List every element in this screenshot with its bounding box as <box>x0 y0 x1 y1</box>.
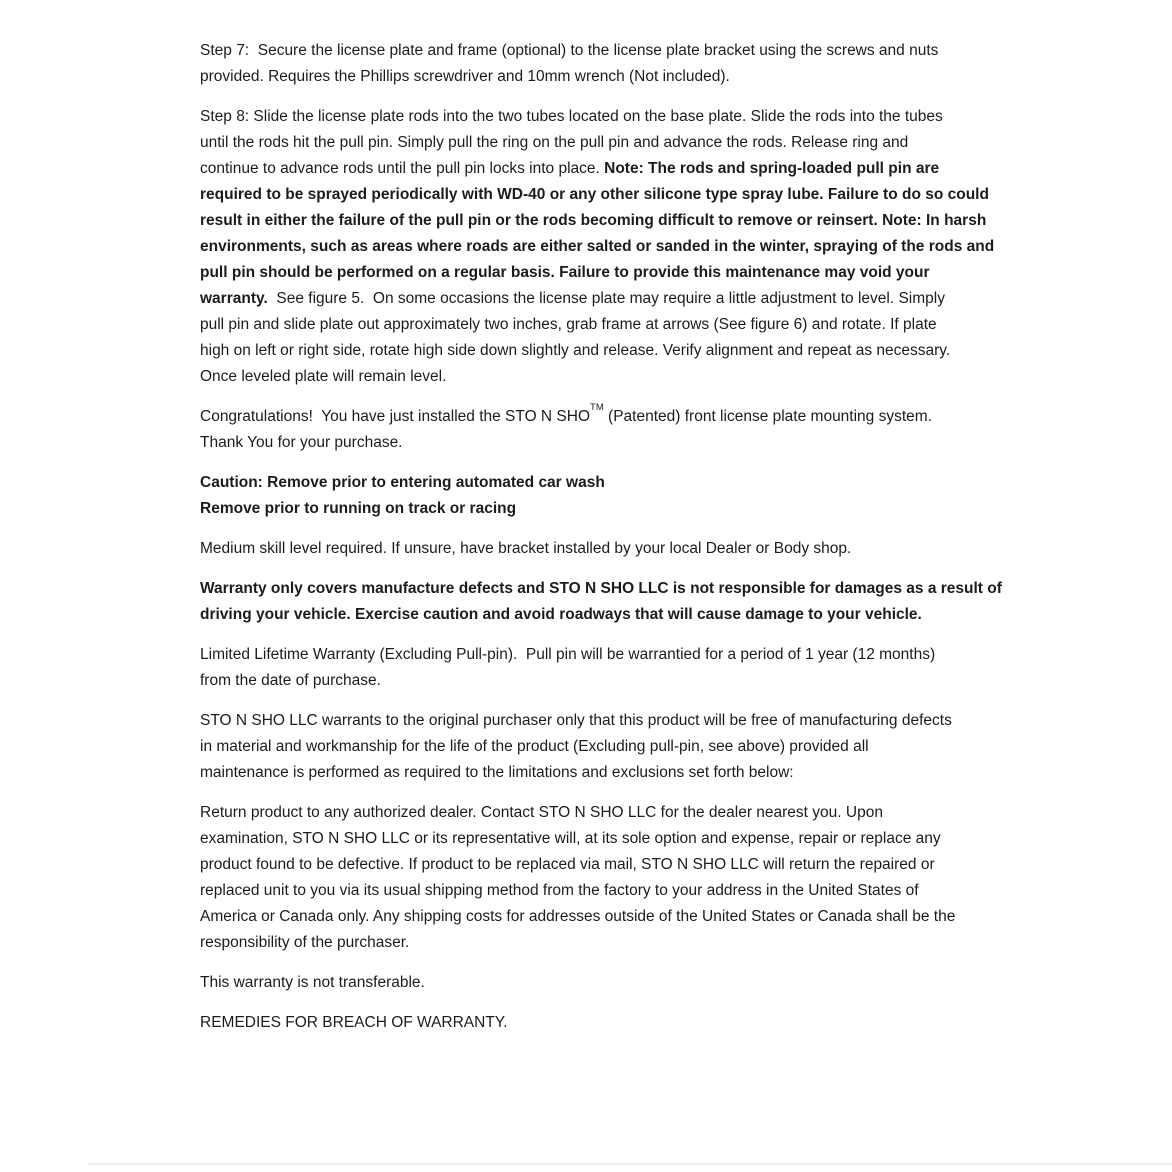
text-line <box>200 364 1012 390</box>
text-run: warranty. <box>200 290 268 307</box>
text-run: Thank You for your purchase. <box>200 434 403 451</box>
text-run: Step 8: Slide the license plate rods into the two tubes located on the base plate. Slide the rods into the tubes <box>200 108 943 125</box>
text-line <box>200 401 1012 430</box>
text-line <box>200 878 1012 904</box>
text-line <box>200 208 1012 234</box>
text-line <box>200 904 1012 930</box>
text-line <box>200 182 1012 208</box>
text-run: (Patented) front license plate mounting system. <box>603 408 932 425</box>
paragraph <box>200 708 1012 786</box>
text-line <box>200 130 1012 156</box>
text-run: Congratulations! You have just installed the STO N SHO <box>200 408 591 425</box>
paragraph <box>200 970 1012 996</box>
paragraph <box>200 642 1012 694</box>
text-line <box>200 312 1012 338</box>
text-line <box>200 260 1012 286</box>
text-line <box>200 430 1012 456</box>
text-run: REMEDIES FOR BREACH OF WARRANTY. <box>200 1014 508 1031</box>
text-line <box>200 734 1012 760</box>
text-run: pull pin should be performed on a regular basis. Failure to provide this maintenance may void your <box>200 264 930 281</box>
text-line <box>200 642 1012 668</box>
text-run: maintenance is performed as required to the limitations and exclusions set forth below: <box>200 764 794 781</box>
text-line <box>200 708 1012 734</box>
text-run: See figure 5. On some occasions the license plate may require a little adjustment to level. Simply <box>267 290 945 307</box>
text-line <box>200 338 1012 364</box>
text-line <box>200 760 1012 786</box>
text-line <box>200 1010 1012 1036</box>
text-line <box>200 64 1012 90</box>
text-run: Caution: Remove prior to entering automated car wash <box>200 474 605 491</box>
text-line <box>200 826 1012 852</box>
text-line <box>200 156 1012 182</box>
text-line <box>200 602 1012 628</box>
text-run: until the rods hit the pull pin. Simply pull the ring on the pull pin and advance the rods. Release ring and <box>200 134 909 151</box>
text-run: America or Canada only. Any shipping costs for addresses outside of the United States or Canada shall be the <box>200 908 956 925</box>
text-line <box>200 470 1012 496</box>
page-edge-divider <box>88 1163 1172 1165</box>
text-run: required to be sprayed periodically with WD-40 or any other silicone type spray lube. Failure to do so could <box>200 186 989 203</box>
text-line <box>200 496 1012 522</box>
text-line <box>200 930 1012 956</box>
text-line <box>200 970 1012 996</box>
text-run: Note: The rods and spring-loaded pull pin are <box>604 160 940 177</box>
trademark-superscript: TM <box>590 401 604 413</box>
text-run: responsibility of the purchaser. <box>200 934 410 951</box>
text-run: This warranty is not transferable. <box>200 974 425 991</box>
text-run: provided. Requires the Phillips screwdriver and 10mm wrench (Not included). <box>200 68 730 85</box>
paragraph <box>200 470 1012 522</box>
text-run: pull pin and slide plate out approximately two inches, grab frame at arrows (See figure 6) and rotate. If plate <box>200 316 937 333</box>
text-line <box>200 800 1012 826</box>
text-run: from the date of purchase. <box>200 672 381 689</box>
text-run: product found to be defective. If product to be replaced via mail, STO N SHO LLC will return the repaired or <box>200 856 935 873</box>
paragraph <box>200 576 1012 628</box>
paragraph <box>200 1010 1012 1036</box>
text-line <box>200 668 1012 694</box>
text-run: replaced unit to you via its usual shipping method from the factory to your address in the United States of <box>200 882 919 899</box>
text-run: in material and workmanship for the life of the product (Excluding pull-pin, see above) provided all <box>200 738 869 755</box>
text-run: STO N SHO LLC warrants to the original purchaser only that this product will be free of manufacturing defects <box>200 712 952 729</box>
paragraph <box>200 38 1012 90</box>
text-run: Step 7: Secure the license plate and frame (optional) to the license plate bracket using the screws and nuts <box>200 42 939 59</box>
text-line <box>200 576 1012 602</box>
text-run: Remove prior to running on track or racing <box>200 500 517 517</box>
text-run: examination, STO N SHO LLC or its representative will, at its sole option and expense, repair or replace any <box>200 830 941 847</box>
text-line <box>200 104 1012 130</box>
text-run: Warranty only covers manufacture defects and STO N SHO LLC is not responsible for damages as a result of <box>200 580 1002 597</box>
paragraph <box>200 800 1012 956</box>
text-run: Limited Lifetime Warranty (Excluding Pull-pin). Pull pin will be warrantied for a period of 1 year (12 months) <box>200 646 936 663</box>
text-line <box>200 536 1012 562</box>
text-run: high on left or right side, rotate high side down slightly and release. Verify alignment and repeat as necessary. <box>200 342 951 359</box>
paragraph <box>200 536 1012 562</box>
text-line <box>200 38 1012 64</box>
text-run: result in either the failure of the pull pin or the rods becoming difficult to remove or reinsert. Note: In harsh <box>200 212 987 229</box>
text-line <box>200 286 1012 312</box>
paragraph <box>200 401 1012 456</box>
text-run: Return product to any authorized dealer. Contact STO N SHO LLC for the dealer nearest you. Upon <box>200 804 883 821</box>
text-run: environments, such as areas where roads are either salted or sanded in the winter, spraying of the rods and <box>200 238 995 255</box>
text-run: Once leveled plate will remain level. <box>200 368 447 385</box>
text-line <box>200 234 1012 260</box>
text-line <box>200 852 1012 878</box>
text-run: Medium skill level required. If unsure, have bracket installed by your local Dealer or Body shop. <box>200 540 852 557</box>
text-run: continue to advance rods until the pull pin locks into place. <box>200 160 605 177</box>
text-run: driving your vehicle. Exercise caution and avoid roadways that will cause damage to your vehicle. <box>200 606 922 623</box>
paragraph <box>200 104 1012 390</box>
